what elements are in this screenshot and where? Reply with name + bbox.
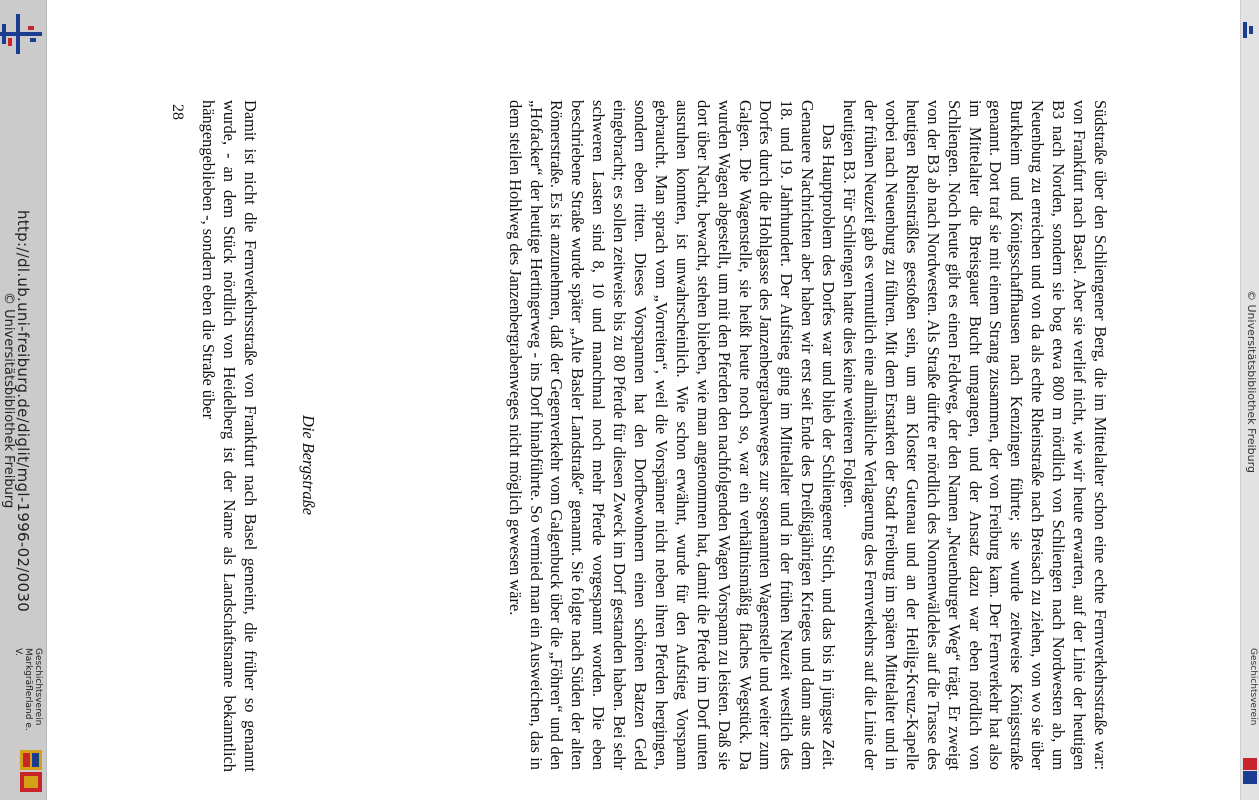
university-logo-icon (0, 14, 42, 54)
copyright-notice: © Universitätsbibliothek Freiburg (1, 292, 16, 509)
paragraph-1: Südstraße über den Schliengener Berg, die im Mittelalter schon eine echte Fernverkehrsstraße war: von Frankfurt nach Basel. Aber sie verlief nicht, wie wir heute erwarten, auf der Linie der heutigen B3 nach Norden, sondern sie bog etwa 800 m nördlich von Schliengen nach Nordwesten ab, um Neuenburg zu erreichen und von da als echte Rheinstraße nach Breisach zu ziehen, von wo sie über Burkheim und Königsschaffhausen nach Kenzingen führte; sie wurde zeitweise Königsstraße genannt. Dort traf sie mit einem Strang zusammen, der von Freiburg kam. Der Fernverkehr hat also im Mittelalter die Breisgauer Bucht umgangen, und der Ansatz dazu war eben nördlich von Schliengen. Noch heute gibt es einen Feldweg, der den Namen „Neuenburger Weg“ trägt. Er zweigt von der B3 ab nach Nordwesten. Als Straße dürfte er nördlich des Nonnenwäldeles auf die Trasse des heutigen Rheinsträßles gestoßen sein, um am Kloster Gutenau und an der Heilig-Kreuz-Kapelle vorbei nach Neuenburg zu führen. Mit dem Erstarken der Stadt Freiburg im späten Mittelalter und in der frühen Neuzeit gab es vermutlich eine allmähliche Verlagerung des Fernverkehrs auf die Linie der heutigen B3. Für Schliengen hatte dies keine weiteren Folgen. (840, 100, 1110, 770)
page-number: 28 (169, 104, 186, 120)
paragraph-3: Damit ist nicht die Fernverkehrsstraße von Frankfurt nach Basel gemeint, die früher so genannt wurde, - an dem Stück nördlich von Heidelberg ist der Name als Landschaftsname bekanntlich hängengeblieben -, sondern eben die Straße über (198, 100, 260, 772)
document-body-top (504, 100, 1110, 770)
society-name (13, 648, 43, 738)
paragraph-2: Das Hauptproblem des Dorfes war und blieb der Schliengener Stich, und das bis in jüngste Zeit. Genauere Nachrichten aber haben wir erst seit Ende des Dreißigjährigen Krieges und dann aus dem 18. und 19. Jahrhundert. Der Aufstieg ging im Mittelalter und in der frühen Neuzeit westlich des Dorfes durch die Hohlgasse des Janzenbergrabenweges zur sogenannten Wagenstelle und weiter zum Galgen. Die Wagenstelle, sie heißt heute noch so, war ein verhältnismäßig flaches Wegstück. Da wurden Wagen abgestellt, um mit den Pferden den nachfolgenden Wagen Vorspann zu leisten. Daß sie dort über Nacht, bewacht, stehen blieben, wie man angenommen hat, damit die Pferde im Dorf unten ausruhen konnten, ist unwahrscheinlich. Wie schon erwähnt, wurde für den Aufstieg Vorspann gebraucht. Man sprach vom „Vorreiten“, weil die Vorspänner nicht neben ihren Pferden hergingen, sondern eben ritten. Dieses Vorspannen hat den Dorfbewohnern einen schönen Batzen Geld eingebracht; es sollen zeitweise bis zu 80 Pferde für diesen Zweck im Dorf gestanden haben. Bei sehr schweren Lasten sind 8, 10 und manchmal noch mehr Pferde vorgespannt worden. Die eben beschriebene Straße wurde später „Alte Basler Landstraße“ genannt. Sie folgte nach Süden der alten Römerstraße. Es ist anzunehmen, daß der Gegenverkehr vom Galgenbuck über die „Föhren“ und den „Hofacker“ der heutige Hertingerweg - ins Dorf hinabführte. So vermied man ein Ausweichen, das in dem steilen Hohlweg des Janzenbergrabenweges nicht möglich gewesen wäre. (505, 100, 839, 770)
document-body-bottom (181, 100, 277, 772)
document-url[interactable]: http://dl.ub.uni-freiburg.de/diglit/mgl-1996-02/0030 (14, 210, 32, 613)
society-name-line-1: Geschichtsverein (33, 648, 43, 726)
society-crest-icon (20, 750, 42, 794)
right-copyright-notice: © Universitätsbibliothek Freiburg (1245, 290, 1258, 473)
society-crest-icon (1243, 758, 1257, 784)
society-name-line-2: Markgräflerland e. V. (13, 648, 33, 731)
right-society-name: Geschichtsverein (1248, 648, 1258, 726)
section-heading: Die Bergstraße (299, 415, 318, 515)
university-logo-icon (1243, 22, 1255, 38)
